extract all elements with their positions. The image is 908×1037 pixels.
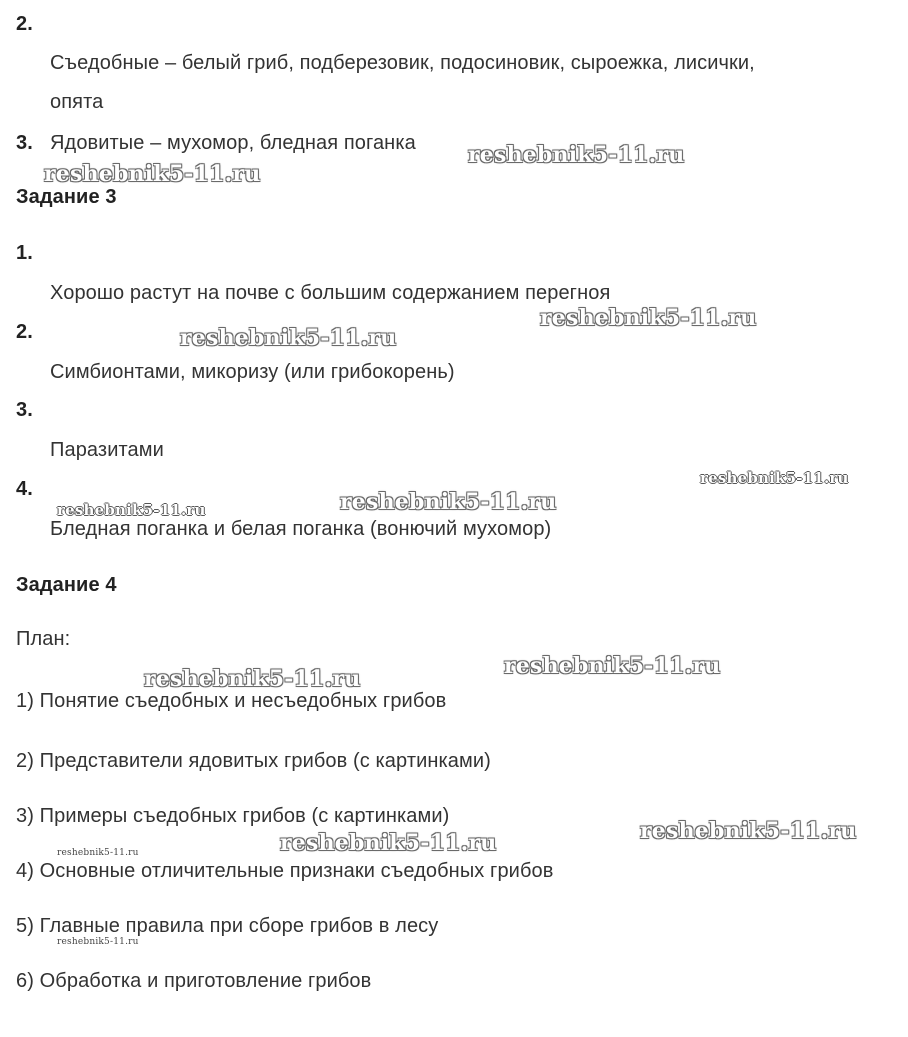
answer-3-text: Ядовитые – мухомор, бледная поганка [50,132,416,154]
watermark: reshebnik5-11.ru [540,305,757,331]
watermark: reshebnik5-11.ru [44,161,261,187]
watermark: reshebnik5-11.ru [340,489,557,515]
watermark: reshebnik5-11.ru [280,830,497,856]
watermark: reshebnik5-11.ru [180,325,397,351]
plan-item-4: 4) Основные отличительные признаки съедобных грибов [16,860,554,882]
task-3-answer-4: Бледная поганка и белая поганка (вонючий мухомор) [50,518,552,540]
answer-2-text-continued: опята [50,91,104,113]
plan-label: План: [16,628,71,650]
task-3-item-number-3: 3. [16,399,33,421]
task-3-answer-2: Симбионтами, микоризу (или грибокорень) [50,361,455,383]
watermark: reshebnik5-11.ru [640,818,857,844]
item-number-3: 3. [16,132,33,154]
watermark: reshebnik5-11.ru [468,142,685,168]
plan-item-3: 3) Примеры съедобных грибов (с картинками) [16,805,450,827]
plan-item-6: 6) Обработка и приготовление грибов [16,970,372,992]
task-3-answer-1: Хорошо растут на почве с большим содержанием перегноя [50,282,611,304]
watermark: reshebnik5-11.ru [144,666,361,692]
watermark: reshebnik5-11.ru [57,501,206,519]
task-3-heading: Задание 3 [16,186,117,208]
plan-item-1: 1) Понятие съедобных и несъедобных грибов [16,690,447,712]
task-3-answer-3: Паразитами [50,439,164,461]
watermark: reshebnik5-11.ru [57,937,139,947]
watermark: reshebnik5-11.ru [700,469,849,487]
answer-2-text: Съедобные – белый гриб, подберезовик, подосиновик, сыроежка, лисички, [50,52,755,74]
plan-item-2: 2) Представители ядовитых грибов (с картинками) [16,750,491,772]
watermark: reshebnik5-11.ru [57,848,139,858]
task-3-item-number-2: 2. [16,321,33,343]
watermark: reshebnik5-11.ru [504,653,721,679]
task-3-item-number-1: 1. [16,242,33,264]
task-3-item-number-4: 4. [16,478,33,500]
plan-item-5: 5) Главные правила при сборе грибов в лесу [16,915,439,937]
task-4-heading: Задание 4 [16,574,117,596]
item-number-2: 2. [16,13,33,35]
